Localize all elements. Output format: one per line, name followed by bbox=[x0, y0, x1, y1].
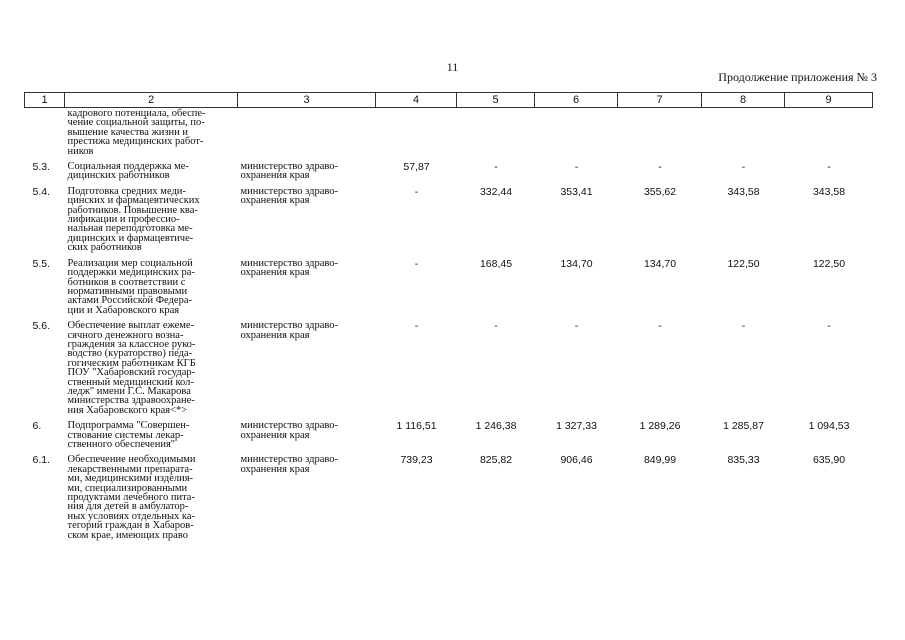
table-row bbox=[25, 186, 873, 258]
row-value: - bbox=[741, 161, 746, 174]
row-value: 1 116,51 bbox=[396, 420, 437, 433]
column-header: 5 bbox=[457, 93, 535, 108]
row-value: - bbox=[827, 161, 831, 174]
row-value: 122,50 bbox=[727, 257, 760, 270]
row-description: Реализация мер социальной поддержки медицинских ра- ботников в соответствии с нормативными правовыми актами Российской Федера- ции и Хабаровского края bbox=[67, 257, 195, 316]
row-value: 1 246,38 bbox=[475, 420, 517, 433]
column-header: 6 bbox=[535, 93, 618, 108]
table-row bbox=[25, 320, 873, 420]
row-number: 5.4. bbox=[32, 185, 51, 198]
row-description: Обеспечение необходимыми лекарственными препарата- ми, медицинскими изделия- ми, специализированными продуктами лечебного пита- ния для детей в амбулатор- ных условиях отдельных ка- тегорий граждан в Хабаров- ском крае, имеющих право bbox=[67, 454, 196, 541]
row-organization: министерство здраво- охранения края bbox=[240, 454, 339, 475]
row-value: 849,99 bbox=[643, 454, 677, 467]
row-description: Подпрограмма "Совершен- ствование системы лекар- ственного обеспечения" bbox=[67, 420, 190, 450]
row-organization: министерство здраво- охранения края bbox=[240, 185, 339, 207]
row-number: 6. bbox=[32, 420, 42, 433]
row-value: 353,41 bbox=[560, 185, 593, 198]
row-value: 57,87 bbox=[403, 161, 430, 174]
row-value: 134,70 bbox=[643, 257, 677, 270]
column-header: 8 bbox=[702, 93, 785, 108]
row-description: Социальная поддержка ме- дицинских работников bbox=[67, 161, 189, 182]
row-value: 1 289,26 bbox=[639, 420, 681, 433]
row-value: 1 327,33 bbox=[556, 420, 597, 433]
row-value: 343,58 bbox=[727, 185, 760, 198]
row-number: 5.3. bbox=[32, 161, 51, 174]
appendix-table bbox=[24, 92, 873, 545]
row-value: - bbox=[494, 161, 498, 174]
row-organization: министерство здраво- охранения края bbox=[240, 161, 339, 182]
row-number: 6.1. bbox=[32, 454, 51, 467]
column-header: 9 bbox=[785, 93, 873, 108]
row-value: - bbox=[494, 320, 498, 333]
row-value: - bbox=[574, 161, 579, 174]
table-row bbox=[25, 258, 873, 320]
row-value: 1 285,87 bbox=[723, 420, 764, 433]
row-description: Обеспечение выплат ежеме- сячного денежного возна- граждения за классное руко- водство (кураторство) педа- гогическим работникам КГБ ПОУ "Хабаровский государ- ственный медицинский кол- ледж" имени Г.С. Макарова министерства здравоохране- ния Хабаровского края<*> bbox=[67, 320, 196, 416]
row-organization: министерство здраво- охранения края bbox=[240, 320, 339, 341]
row-value: - bbox=[658, 161, 662, 174]
row-value: 122,50 bbox=[812, 257, 846, 270]
row-value: - bbox=[574, 320, 579, 333]
row-value: - bbox=[827, 320, 831, 333]
column-header: 7 bbox=[618, 93, 702, 108]
continuation-text: кадрового потенциала, обеспе- чение социальной защиты, по- вышение качества жизни и престижа медицинских работ- ников bbox=[67, 108, 206, 157]
row-organization: министерство здраво- охранения края bbox=[240, 257, 339, 279]
column-header: 1 bbox=[25, 93, 65, 108]
row-value: 134,70 bbox=[560, 257, 593, 270]
continuation-row bbox=[25, 108, 873, 162]
row-value: - bbox=[658, 320, 662, 333]
row-value: 739,23 bbox=[400, 454, 433, 467]
table-header-row bbox=[25, 93, 873, 108]
row-number: 5.5. bbox=[32, 257, 51, 270]
row-value: - bbox=[741, 320, 746, 333]
column-header: 3 bbox=[238, 93, 376, 108]
row-value: 1 094,53 bbox=[808, 420, 850, 433]
row-organization: министерство здраво- охранения края bbox=[240, 420, 339, 441]
row-value: 343,58 bbox=[812, 185, 846, 198]
row-value: - bbox=[414, 257, 419, 270]
appendix-note: Продолжение приложения № 3 bbox=[718, 70, 877, 84]
table-body bbox=[25, 108, 873, 546]
row-value: - bbox=[414, 320, 419, 333]
row-value: 906,46 bbox=[560, 454, 593, 467]
row-number: 5.6. bbox=[32, 320, 51, 333]
row-value: 835,33 bbox=[727, 454, 760, 467]
row-value: - bbox=[414, 185, 419, 198]
table-row bbox=[25, 161, 873, 186]
row-value: 635,90 bbox=[812, 454, 846, 467]
column-header: 4 bbox=[376, 93, 457, 108]
row-value: 355,62 bbox=[643, 185, 677, 198]
table-row bbox=[25, 420, 873, 454]
row-value: 168,45 bbox=[479, 257, 513, 270]
table-row bbox=[25, 454, 873, 545]
row-description: Подготовка средних меди- цинских и фармацевтических работников. Повышение ква- лификации и профессио- нальная переподготовка ме- дицинских и фармацевтиче- ских работников bbox=[67, 185, 200, 254]
row-value: 825,82 bbox=[479, 454, 513, 467]
page-number: 11 bbox=[446, 60, 459, 74]
row-value: 332,44 bbox=[479, 185, 513, 198]
column-header: 2 bbox=[65, 93, 238, 108]
